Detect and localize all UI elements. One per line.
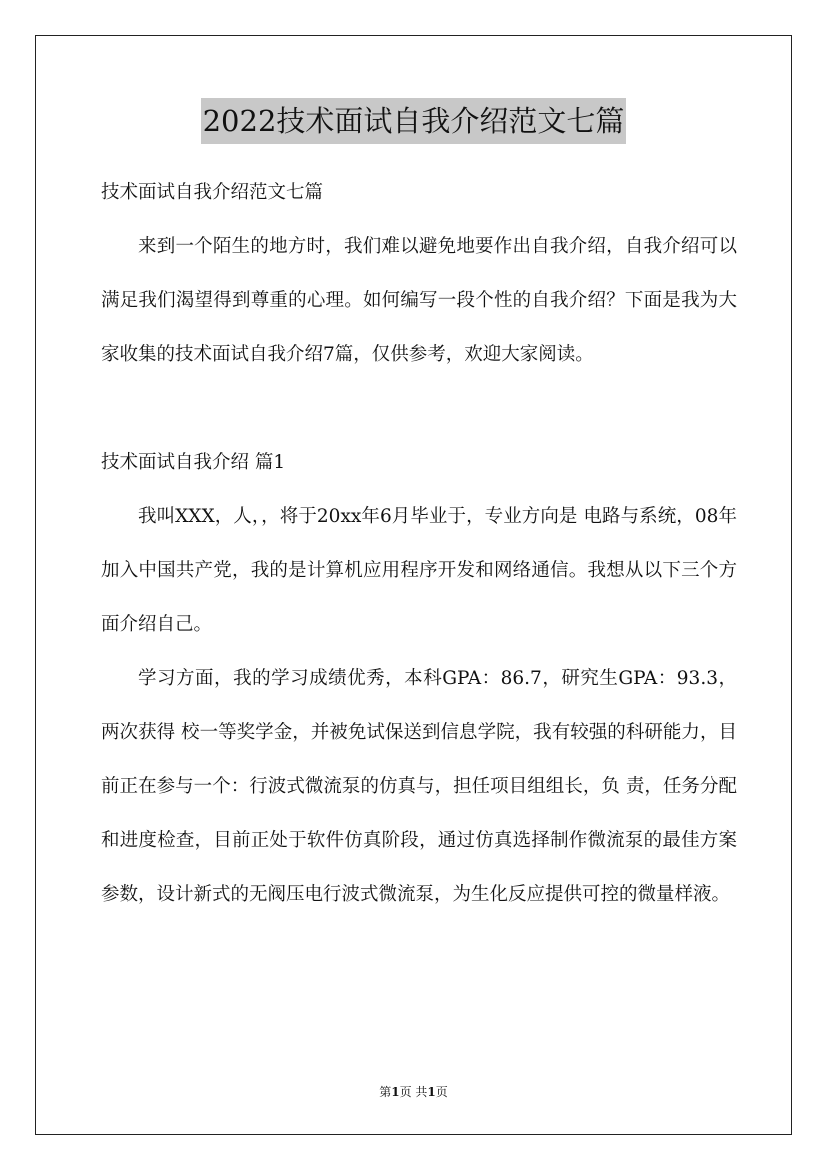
footer-suffix: 页 [435, 1085, 448, 1099]
title-container [0, 98, 827, 144]
document-body [101, 166, 737, 922]
intro-paragraph: 来到一个陌生的地方时，我们难以避免地要作出自我介绍，自我介绍可以满足我们渴望得到尊重的心理。如何编写一段个性的自我介绍？下面是我为大家收集的技术面试自我介绍7篇，仅供参考，欢迎大家阅读。 [101, 236, 737, 365]
footer-page-total: 1 [427, 1085, 436, 1099]
footer-mid: 页 共 [399, 1085, 428, 1099]
document-title: 2022技术面试自我介绍范文七篇 [201, 98, 627, 144]
paragraph-2: 学习方面，我的学习成绩优秀，本科GPA：86.7，研究生GPA：93.3，两次获得 校一等奖学金，并被免试保送到信息学院，我有较强的科研能力，目前正在参与一个：行波式微流泵的仿真与，担任项目组组长，负 责，任务分配和进度检查，目前正处于软件仿真阶段，通过仿真选择制作微流泵的最佳方案参数，设计新式的无阀压电行波式微流泵，为生化反应提供可控的微量样液。 [101, 668, 737, 905]
section-gap [101, 382, 737, 436]
page-footer [0, 1082, 827, 1102]
paragraph-1: 我叫XXX，人，，将于20xx年6月毕业于，专业方向是 电路与系统，08年加入中国共产党，我的是计算机应用程序开发和网络通信。我想从以下三个方面介绍自己。 [101, 506, 737, 635]
footer-page-number: 1 [391, 1085, 400, 1099]
footer-prefix: 第 [379, 1085, 392, 1099]
section-heading: 技术面试自我介绍 篇1 [101, 452, 286, 473]
body-heading: 技术面试自我介绍范文七篇 [101, 182, 324, 203]
